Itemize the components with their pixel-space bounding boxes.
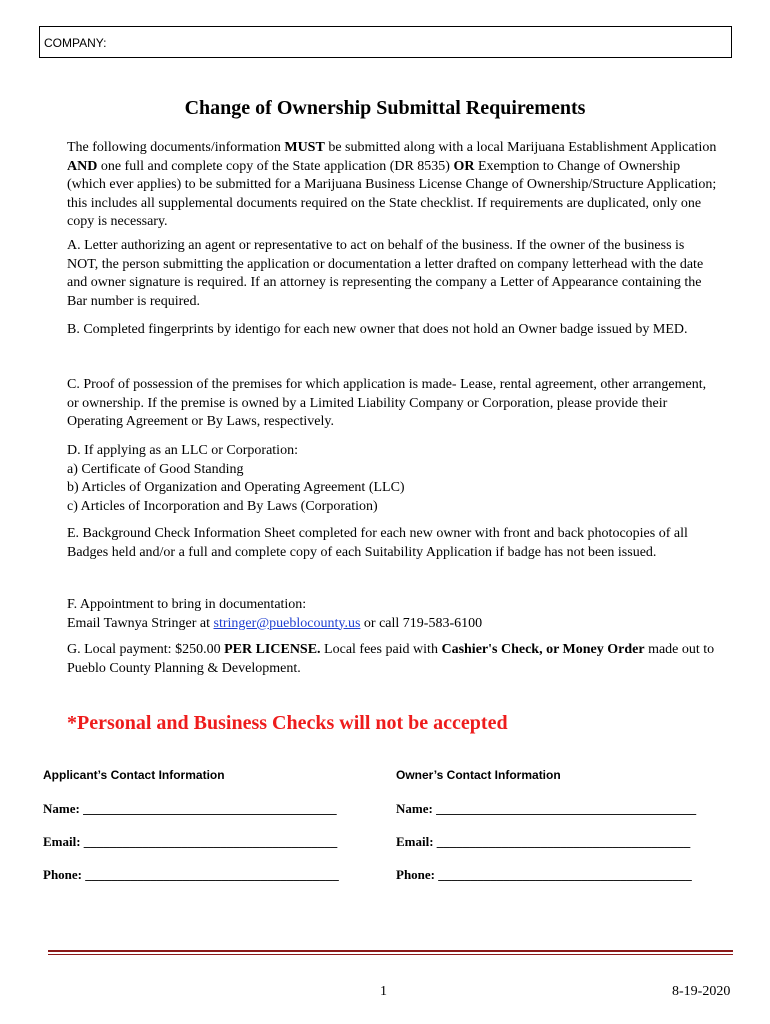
requirement-c: C. Proof of possession of the premises for which application is made- Lease, rental agreement, other arrangement, or ownership. If the premise is owned by a Limited Liability Company or Corporation, please provide their Operating Agreement or By Laws, respectively. [67, 377, 707, 430]
applicant-email-field[interactable]: Email: _______________________________________ [43, 834, 338, 849]
applicant-name-field[interactable]: Name: _______________________________________ [43, 801, 337, 816]
checks-warning: *Personal and Business Checks will not be accepted [67, 712, 508, 734]
footer-divider-thin [48, 954, 733, 955]
requirement-f-heading: F. Appointment to bring in documentation: [67, 597, 307, 612]
owner-contact-heading: Owner’s Contact Information [396, 768, 561, 782]
company-label: COMPANY: [44, 36, 107, 50]
requirement-d-item-a: a) Certificate of Good Standing [67, 461, 244, 477]
owner-phone-field[interactable]: Phone: _______________________________________ [396, 867, 692, 882]
requirement-b: B. Completed fingerprints by identigo for each new owner that does not hold an Owner badge issued by MED. [67, 322, 688, 337]
intro-paragraph: The following documents/information MUST be submitted along with a local Marijuana Establishment Application AND one full and complete copy of the State application (DR 8535) OR Exemption to Change of Ownership (which ever applies) to be submitted for a Marijuana Business License Change of Ownership/Structure Application; this includes all supplemental documents required on the State checklist. If requirements are duplicated, only one copy is necessary. [67, 140, 717, 230]
revision-date: 8-19-2020 [672, 984, 731, 999]
footer-divider [48, 950, 733, 952]
requirement-f-contact: Email Tawnya Stringer at stringer@pueblocounty.us or call 719-583-6100 [67, 615, 483, 631]
requirement-e: E. Background Check Information Sheet completed for each new owner with front and back photocopies of all Badges held and/or a full and complete copy of each Suitability Application if badge has not been issued. [67, 526, 688, 560]
owner-email-field[interactable]: Email: _______________________________________ [396, 834, 691, 849]
applicant-contact-heading: Applicant’s Contact Information [43, 768, 225, 782]
company-field[interactable] [39, 26, 732, 58]
requirement-d-heading: D. If applying as an LLC or Corporation: [67, 443, 298, 458]
requirement-a: A. Letter authorizing an agent or representative to act on behalf of the business. If the owner of the business is NOT, the person submitting the application or documentation a letter drafted on company letterhead with the date and owner signature is required. If an attorney is representing the company a Letter of Appearance containing the Bar number is required. [67, 238, 704, 309]
requirement-f [67, 596, 717, 633]
requirement-g: G. Local payment: $250.00 PER LICENSE. Local fees paid with Cashier's Check, or Money Order made out to Pueblo County Planning & Development. [67, 642, 715, 676]
page-number: 1 [380, 984, 387, 999]
requirement-d-item-b: b) Articles of Organization and Operating Agreement (LLC) [67, 480, 405, 496]
page-title: Change of Ownership Submittal Requirements [184, 97, 586, 119]
owner-name-field[interactable]: Name: ________________________________________ [396, 801, 697, 816]
applicant-phone-field[interactable]: Phone: _______________________________________ [43, 867, 339, 882]
requirement-d [67, 442, 717, 516]
requirement-d-item-c: c) Articles of Incorporation and By Laws (Corporation) [67, 498, 378, 514]
email-link[interactable]: stringer@pueblocounty.us [213, 615, 361, 631]
